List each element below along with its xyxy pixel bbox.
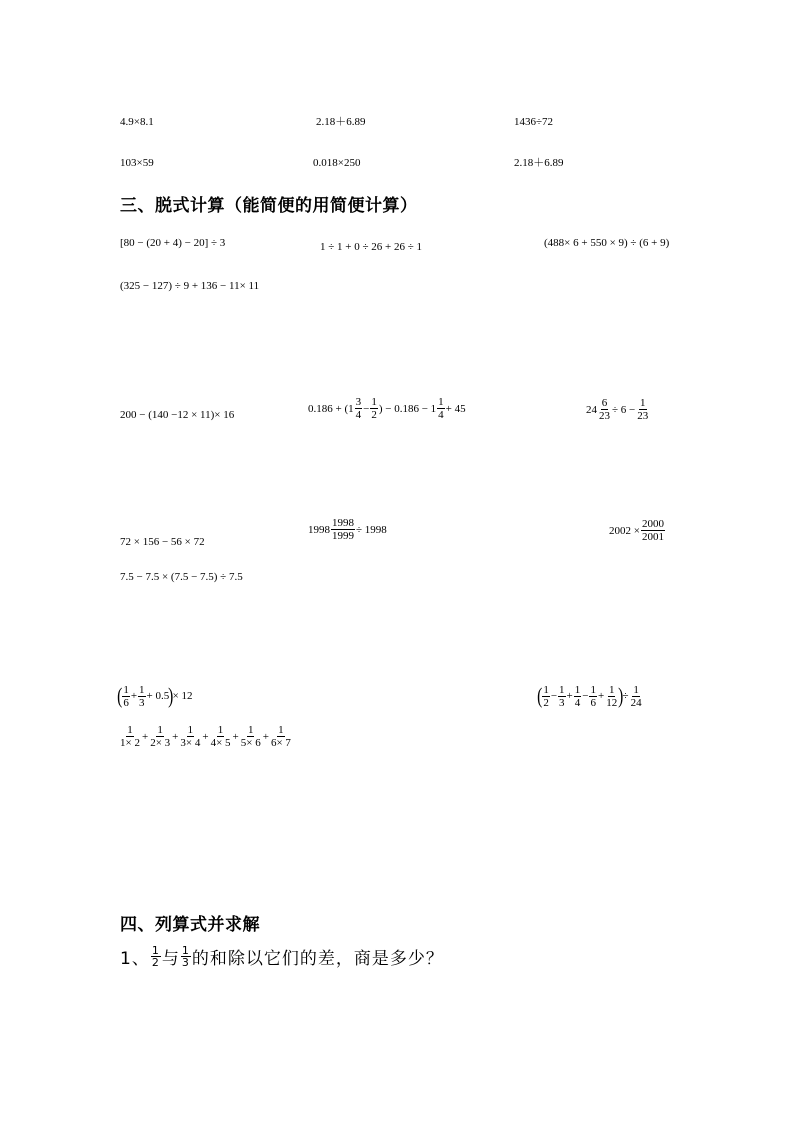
expr-6-minus: − xyxy=(363,402,370,415)
denominator: 3× 4 xyxy=(180,737,201,749)
numerator: 1 xyxy=(633,683,639,696)
expr-1: [80 − (20 + 4) − 20] ÷ 3 xyxy=(120,237,226,249)
expr-10-part-a: 2002 × xyxy=(609,524,640,537)
operator: + xyxy=(232,730,239,743)
operator: − xyxy=(550,690,558,702)
expr-6-fraction-3 xyxy=(437,396,445,421)
numerator: 1 xyxy=(278,724,284,736)
expr-13-fraction-divisor xyxy=(630,684,643,709)
denominator: 23 xyxy=(637,410,649,422)
expr-7-fraction-1 xyxy=(598,397,611,422)
numerator: 1 xyxy=(187,724,194,736)
fraction-term xyxy=(149,724,171,749)
operator: + xyxy=(172,730,179,743)
oral-1-1: 4.9×8.1 xyxy=(120,116,154,128)
expr-13-divide: ÷ xyxy=(622,690,629,702)
numerator: 1 xyxy=(640,397,646,409)
denominator: 4 xyxy=(355,409,362,421)
expr-11: 7.5 − 7.5 × (7.5 − 7.5) ÷ 7.5 xyxy=(120,571,243,583)
expr-3: (488× 6 + 550 × 9) ÷ (6 + 9) xyxy=(544,237,670,249)
expr-12-tail: × 12 xyxy=(172,690,193,702)
numerator: 1 xyxy=(438,396,444,408)
expr-7 xyxy=(586,397,650,422)
expr-5: 200 − (140 −12 × 11)× 16 xyxy=(120,409,235,421)
denominator: 4 xyxy=(438,409,444,421)
expr-12 xyxy=(118,683,193,709)
denominator: 5× 6 xyxy=(240,737,261,749)
expr-10 xyxy=(609,518,666,543)
expr-4: (325 − 127) ÷ 9 + 136 − 11× 11 xyxy=(120,280,260,292)
operator: + xyxy=(597,690,605,702)
oral-2-3: 2.18＋6.89 xyxy=(514,157,564,169)
expr-9 xyxy=(308,517,387,542)
numerator: 1 xyxy=(247,724,254,736)
expr-6-fraction-1 xyxy=(355,396,363,421)
expr-14-terms xyxy=(118,724,293,749)
question-1-mid: 与 xyxy=(161,949,180,969)
expr-14 xyxy=(118,724,293,749)
numerator: 3 xyxy=(355,396,362,408)
denominator: 1999 xyxy=(332,530,354,542)
denominator: 1× 2 xyxy=(120,737,140,749)
numerator: 1 xyxy=(590,683,596,696)
denominator: 6 xyxy=(590,696,596,709)
denominator: 4× 5 xyxy=(210,737,231,749)
operator: + xyxy=(141,730,149,743)
numerator: 1 xyxy=(217,724,224,736)
question-1-number: 1、 xyxy=(120,949,150,969)
oral-2-2: 0.018×250 xyxy=(313,157,361,169)
numerator: 6 xyxy=(601,397,608,409)
paren-close: ) xyxy=(618,683,624,708)
paren-open: ( xyxy=(537,683,543,708)
expr-6-part-c: + 45 xyxy=(445,402,466,415)
denominator: 2 xyxy=(371,409,377,421)
expr-12-plus-1: + xyxy=(130,690,138,702)
fraction-term xyxy=(119,724,141,749)
expr-12-fraction-1 xyxy=(122,684,130,709)
expr-12-plus-2: + 0.5 xyxy=(146,690,170,702)
fraction-term xyxy=(240,724,262,749)
numerator: 1 xyxy=(157,724,163,736)
operator: + xyxy=(202,730,209,743)
expr-6 xyxy=(308,396,466,421)
denominator: 23 xyxy=(599,410,610,422)
question-1-fraction-2 xyxy=(181,945,191,968)
expr-9-rest: ÷ 1998 xyxy=(356,523,387,536)
denominator: 2× 3 xyxy=(150,737,171,749)
expr-12-fraction-2 xyxy=(138,684,146,709)
paren-close: ) xyxy=(168,683,174,708)
question-1-rest: 的和除以它们的差，商是多少？ xyxy=(191,949,444,969)
expr-6-fraction-2 xyxy=(370,396,378,421)
numerator: 1 xyxy=(181,944,190,957)
numerator: 1 xyxy=(608,683,615,696)
section-4-title: 四、列算式并求解 xyxy=(120,915,260,935)
denominator: 12 xyxy=(606,696,618,709)
denominator: 2 xyxy=(543,696,549,709)
numerator: 1 xyxy=(371,396,377,408)
numerator: 1 xyxy=(139,683,145,696)
oral-1-3: 1436÷72 xyxy=(514,116,554,128)
denominator: 3 xyxy=(181,956,190,969)
numerator: 1998 xyxy=(332,517,354,529)
denominator: 6× 7 xyxy=(270,737,291,749)
fraction-term xyxy=(558,684,566,709)
fraction-term xyxy=(542,684,550,709)
expr-7-mid: ÷ 6 − xyxy=(612,403,636,416)
numerator: 1 xyxy=(559,683,565,696)
question-1-fraction-1 xyxy=(151,945,161,968)
expr-9-fraction xyxy=(331,517,355,542)
fraction-term xyxy=(210,724,232,749)
section-3-title: 三、脱式计算（能简便的用简便计算） xyxy=(120,196,418,216)
operator: − xyxy=(582,690,589,702)
denominator: 2001 xyxy=(641,531,664,543)
numerator: 2000 xyxy=(641,518,664,530)
denominator: 2 xyxy=(151,956,160,969)
numerator: 1 xyxy=(127,724,133,736)
operator: + xyxy=(566,690,573,702)
paren-open: ( xyxy=(117,683,123,708)
expr-13 xyxy=(538,683,644,709)
expr-10-fraction xyxy=(641,518,665,543)
expr-2: 1 ÷ 1 + 0 ÷ 26 + 26 ÷ 1 xyxy=(320,241,423,253)
expr-7-fraction-2 xyxy=(636,397,649,422)
expr-9-whole: 1998 xyxy=(308,523,330,536)
fraction-term xyxy=(574,684,582,709)
numerator: 1 xyxy=(543,683,549,696)
expr-7-whole: 24 xyxy=(586,403,597,416)
denominator: 3 xyxy=(139,696,145,709)
denominator: 3 xyxy=(559,696,565,709)
oral-2-1: 103×59 xyxy=(120,157,154,169)
denominator: 24 xyxy=(630,696,642,709)
numerator: 1 xyxy=(574,683,581,696)
expr-6-part-a: 0.186 + (1 xyxy=(308,402,354,415)
question-1 xyxy=(120,944,444,969)
fraction-term xyxy=(179,724,201,749)
fraction-term xyxy=(270,724,292,749)
denominator: 4 xyxy=(574,696,581,709)
numerator: 1 xyxy=(151,944,160,957)
fraction-term xyxy=(605,684,618,709)
denominator: 6 xyxy=(123,696,129,709)
operator: + xyxy=(262,730,269,743)
expr-8: 72 × 156 − 56 × 72 xyxy=(120,536,205,548)
expr-13-terms xyxy=(541,684,619,709)
numerator: 1 xyxy=(123,683,129,696)
oral-1-2: 2.18＋6.89 xyxy=(316,116,366,128)
expr-6-part-b: ) − 0.186 − 1 xyxy=(378,402,437,415)
fraction-term xyxy=(589,684,597,709)
